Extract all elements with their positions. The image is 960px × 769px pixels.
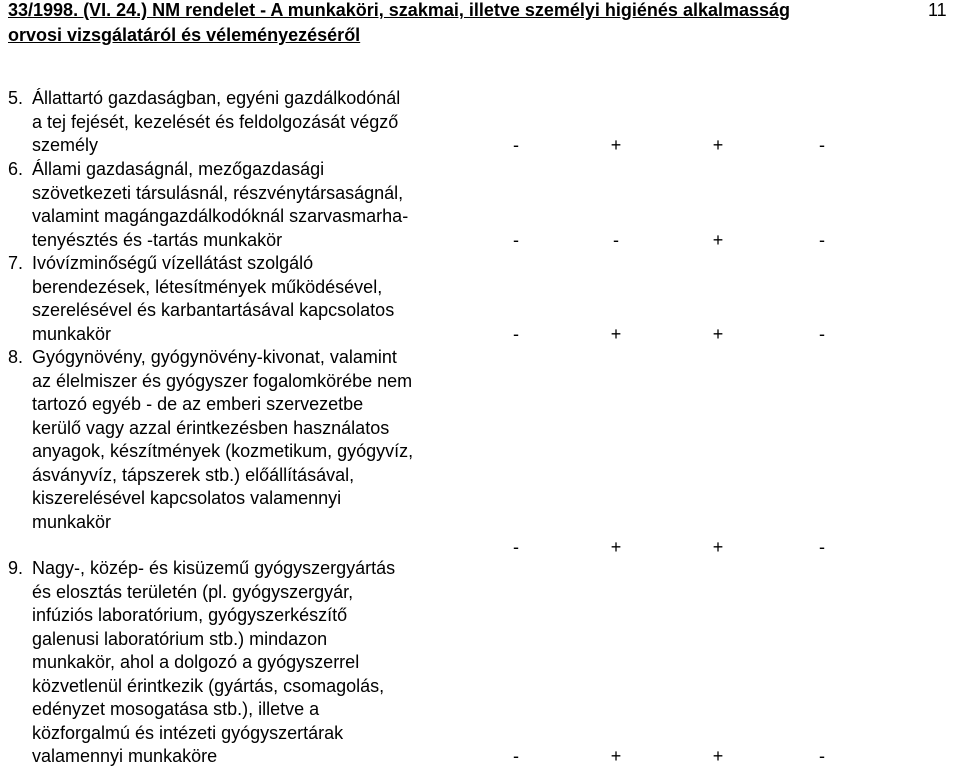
mark-cell: + [712,135,724,155]
entry-line: valamennyi munkaköre [32,746,218,766]
mark-cell: - [513,537,519,557]
entry-line: galenusi laboratórium stb.) mindazon [32,628,328,649]
entry-line: ásványvíz, tápszerek stb.) előállításával, [32,464,355,485]
entry-line: infúziós laboratórium, gyógyszerkészítő [32,605,348,625]
entry-line: anyagok, készítmények (kozmetikum, gyógyvíz, [32,441,414,461]
entry-number: 8. [8,347,24,367]
entry-line: személy [32,135,99,155]
entry-text [32,346,492,534]
mark-cell: - [819,135,825,155]
entry-text [32,158,492,252]
entry-line: szerelésével és karbantartásával kapcsolatos [32,300,395,320]
entry-text [32,557,492,769]
entry-line: Gyógynövény, gyógynövény-kivonat, valamint [32,347,397,367]
entry-line: Állattartó gazdaságban, egyéni gazdálkodónál [32,88,401,108]
entry-number: 5. [8,88,24,108]
mark-cell: + [610,746,622,766]
entry-number: 6. [8,159,24,179]
entry-line: edényzet mosogatása stb.), illetve a [32,699,320,719]
entry-number: 9. [8,558,24,578]
mark-cell: + [610,135,622,155]
mark-cell: + [610,323,622,344]
header-title-line-1: 33/1998. (VI. 24.) NM rendelet - A munkaköri, szakmai, illetve személyi higiénés alkalmasság [8,0,791,20]
entry-line: Állami gazdaságnál, mezőgazdasági [32,159,325,179]
entry-line: és elosztás területén (pl. gyógyszergyár, [32,581,354,602]
entry-line: kiszerelésével kapcsolatos valamennyi [32,488,342,508]
entry-line: Nagy-, közép- és kisüzemű gyógyszergyártás [32,558,396,578]
mark-cell: - [819,537,825,557]
mark-cell: - [819,746,825,766]
entry-text [32,87,492,158]
entry-line: az élelmiszer és gyógyszer fogalomkörébe nem [32,370,413,391]
mark-cell: + [712,537,724,557]
mark-cell: + [712,746,724,766]
entry-line: berendezések, létesítmények működésével, [32,276,383,297]
entry-line: munkakör [32,323,112,344]
entry-line: tartozó egyéb - de az emberi szervezetbe [32,394,364,414]
mark-cell: - [513,229,519,250]
document-header [8,0,948,48]
entry-line: kerülő vagy azzal érintkezésben használatos [32,417,390,438]
mark-cell: + [610,537,622,557]
mark-cell: - [513,323,519,344]
entry-text [32,252,492,346]
mark-cell: - [819,323,825,344]
mark-cell: - [819,229,825,250]
mark-cell: + [712,323,724,344]
entry-line: Ivóvízminőségű vízellátást szolgáló [32,253,314,273]
entry-number: 7. [8,253,24,273]
page-number: 11 [928,0,947,20]
entry-line: tenyésztés és -tartás munkakör [32,229,283,250]
entry-line: közvetlenül érintkezik (gyártás, csomagolás, [32,675,385,696]
mark-cell: + [712,229,724,250]
header-title-line-2: orvosi vizsgálatáról és véleményezéséről [8,25,361,45]
entry-line: valamint magángazdálkodóknál szarvasmarha- [32,206,409,226]
mark-cell: - [613,229,619,250]
entry-line: szövetkezeti társulásnál, részvénytársaságnál, [32,182,404,203]
entry-line: a tej fejését, kezelését és feldolgozását végző [32,111,399,132]
mark-cell: - [513,746,519,766]
entry-line: munkakör [32,511,112,532]
entry-line: munkakör, ahol a dolgozó a gyógyszerrel [32,652,360,672]
mark-cell: - [513,135,519,155]
entry-line: közforgalmú és intézeti gyógyszertárak [32,722,344,743]
